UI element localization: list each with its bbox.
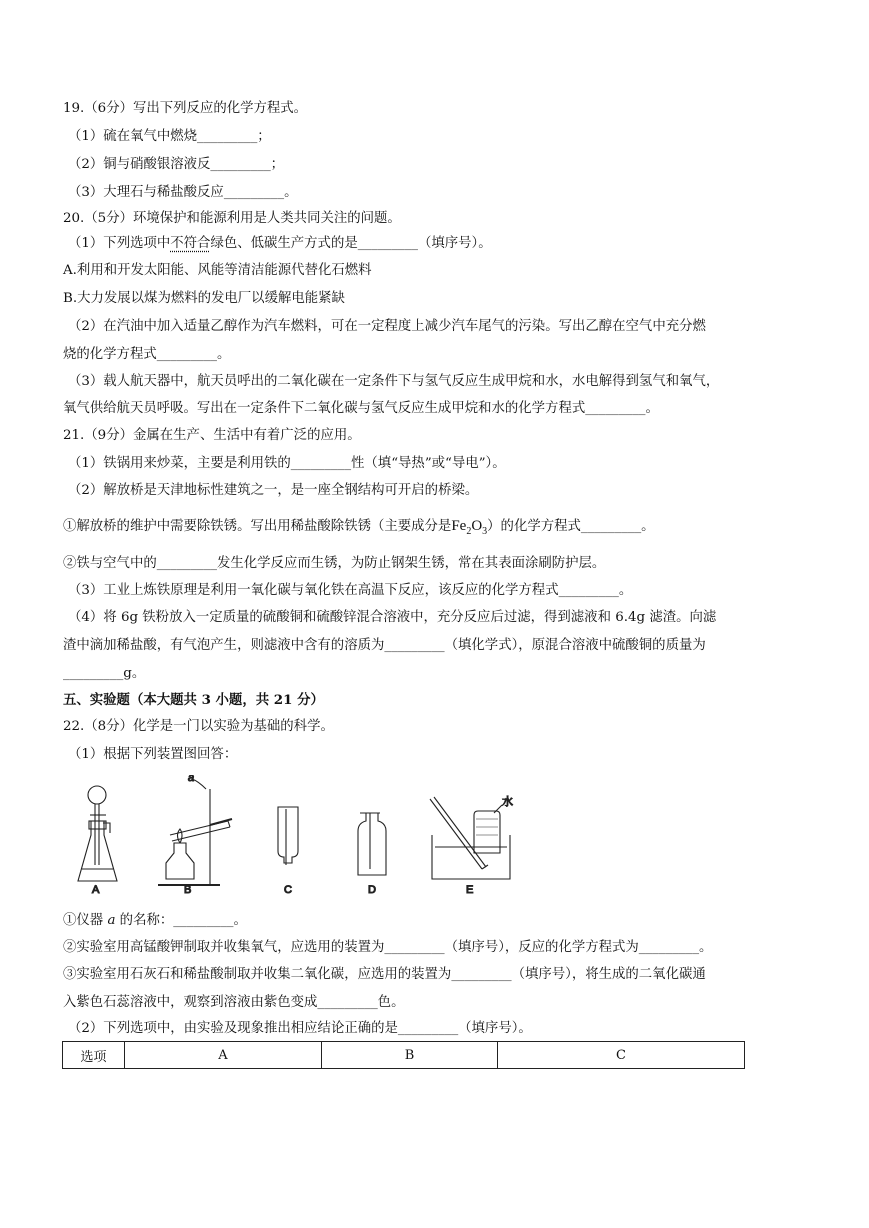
q20-option-a: A.利用和开发太阳能、风能等清洁能源代替化石燃料 (63, 263, 372, 278)
q19-heading: 19.（6分）写出下列反应的化学方程式。 (63, 101, 308, 116)
formula-o: O (471, 518, 483, 534)
table-row (63, 1042, 745, 1069)
trough (432, 835, 510, 879)
label-a: A (92, 884, 100, 896)
q22-part-1: （1）根据下列装置图回答： (68, 747, 238, 762)
q21-part-4-line-3: _________g。 (63, 666, 146, 681)
q22-sub-3-line-1: ③实验室用石灰石和稀盐酸制取并收集二氧化碳，应选用的装置为_________（填序号），将生成的二氧化碳通 (63, 967, 706, 982)
label-b: B (184, 884, 192, 896)
table-header-a: A (125, 1042, 322, 1069)
q20-part-1 (68, 235, 492, 253)
conical-flask (78, 821, 117, 881)
q21-part-4-line-1: （4）将 6g 铁粉放入一定质量的硫酸铜和硫酸锌混合溶液中，充分反应后过滤，得到滤液和 6.4g 滤渣。向滤 (68, 610, 717, 625)
label-e: E (466, 884, 474, 896)
q22-sub-1 (63, 912, 247, 930)
apparatus-c (278, 807, 298, 865)
q22-heading: 22.（8分）化学是一门以实验为基础的科学。 (63, 719, 334, 734)
bottle-c (278, 807, 298, 863)
table-header-b: B (322, 1042, 498, 1069)
test-tube-mouth (228, 821, 230, 827)
q21-heading: 21.（9分）金属在生产、生活中有着广泛的应用。 (63, 428, 361, 443)
q21-sub-1-pre: ①解放桥的维护中需要除铁锈。写出用稀盐酸除铁锈（主要成分是 (63, 519, 452, 534)
funnel-bulb (88, 786, 106, 804)
formula-sub-2: 2 (466, 526, 472, 537)
q20-heading: 20.（5分）环境保护和能源利用是人类共同关注的问题。 (63, 211, 401, 226)
bottle-water-lines (476, 819, 498, 835)
formula-sub-3: 3 (482, 526, 488, 537)
water-label: 水 (502, 796, 513, 808)
q21-sub-1-post: ）的化学方程式_________。 (487, 519, 655, 534)
q19-item-3: （3）大理石与稀盐酸反应_________。 (68, 185, 298, 200)
funnel-stem (95, 804, 99, 865)
q21-sub-2: ②铁与空气中的_________发生化学反应而生锈，为防止钢架生锈，常在其表面涂刷防护层。 (63, 556, 606, 571)
table-header-c: C (498, 1042, 745, 1069)
fe2o3-formula (451, 518, 488, 537)
q20-part-2-line-2: 烧的化学方程式_________。 (63, 347, 231, 362)
q19-item-1: （1）硫在氧气中燃烧_________； (68, 129, 271, 144)
q20-part-2-line-1: （2）在汽油中加入适量乙醇作为汽车燃料，可在一定程度上减少汽车尾气的污染。写出乙醇在空气中充分燃 (68, 319, 706, 334)
delivery-tube (430, 797, 486, 869)
q22-sub-3-line-2: 入紫色石蕊溶液中，观察到溶液由紫色变成_________色。 (63, 995, 405, 1010)
apparatus-figure (70, 775, 530, 900)
flask-stopper (89, 821, 106, 829)
section-5-heading: 五、实验题（本大题共 3 小题，共 21 分） (63, 692, 324, 708)
q20-part-3-line-2: 氧气供给航天员呼吸。写出在一定条件下二氧化碳与氢气反应生成甲烷和水的化学方程式_________。 (63, 401, 659, 416)
instrument-a-label: a (188, 775, 195, 784)
q21-sub-1 (63, 517, 655, 541)
apparatus-e (430, 797, 510, 879)
q22-sub-2: ②实验室用高锰酸钾制取并收集氧气，应选用的装置为_________（填序号），反应的化学方程式为_________。 (63, 940, 713, 955)
instrument-a-letter: a (107, 913, 116, 928)
apparatus-b (158, 779, 232, 885)
apparatus-a (78, 786, 117, 881)
table-header-option: 选项 (63, 1042, 125, 1069)
q21-part-4-line-2: 渣中滴加稀盐酸，有气泡产生，则滤液中含有的溶质为_________（填化学式），原混合溶液中硫酸铜的质量为 (63, 638, 706, 653)
q20-part-3-line-1: （3）载人航天器中，航天员呼出的二氧化碳在一定条件下与氢气反应生成甲烷和水，水电解得到氢气和氧气， (68, 374, 720, 389)
q19-item-2: （2）铜与硝酸银溶液反_________； (68, 157, 285, 172)
q20-emphasis: 不符合 (170, 236, 211, 251)
options-table (62, 1041, 745, 1069)
apparatus-d (358, 813, 386, 875)
label-d: D (368, 884, 376, 896)
q21-part-2: （2）解放桥是天津地标性建筑之一，是一座全钢结构可开启的桥梁。 (68, 483, 479, 498)
formula-fe: Fe (451, 518, 467, 534)
q21-part-3: （3）工业上炼铁原理是利用一氧化碳与氧化铁在高温下反应，该反应的化学方程式_________。 (68, 583, 633, 598)
q20-part-1-post: 绿色、低碳生产方式的是_________（填序号）。 (210, 236, 492, 251)
q22-sub-1-post: 的名称：_________。 (115, 913, 247, 928)
q20-part-1-pre: （1）下列选项中 (68, 236, 171, 251)
lamp-flame (178, 829, 183, 843)
q21-part-1: （1）铁锅用来炒菜，主要是利用铁的_________性（填“导热”或“导电”）。 (68, 456, 506, 471)
q20-option-b: B.大力发展以煤为燃料的发电厂以缓解电能紧缺 (63, 291, 345, 306)
q22-part-2: （2）下列选项中，由实验及现象推出相应结论正确的是_________（填序号）。 (68, 1021, 532, 1036)
alcohol-lamp (166, 843, 194, 879)
bottle-d (358, 813, 386, 875)
label-c: C (284, 884, 292, 896)
q22-sub-1-pre: ①仪器 (63, 913, 108, 928)
